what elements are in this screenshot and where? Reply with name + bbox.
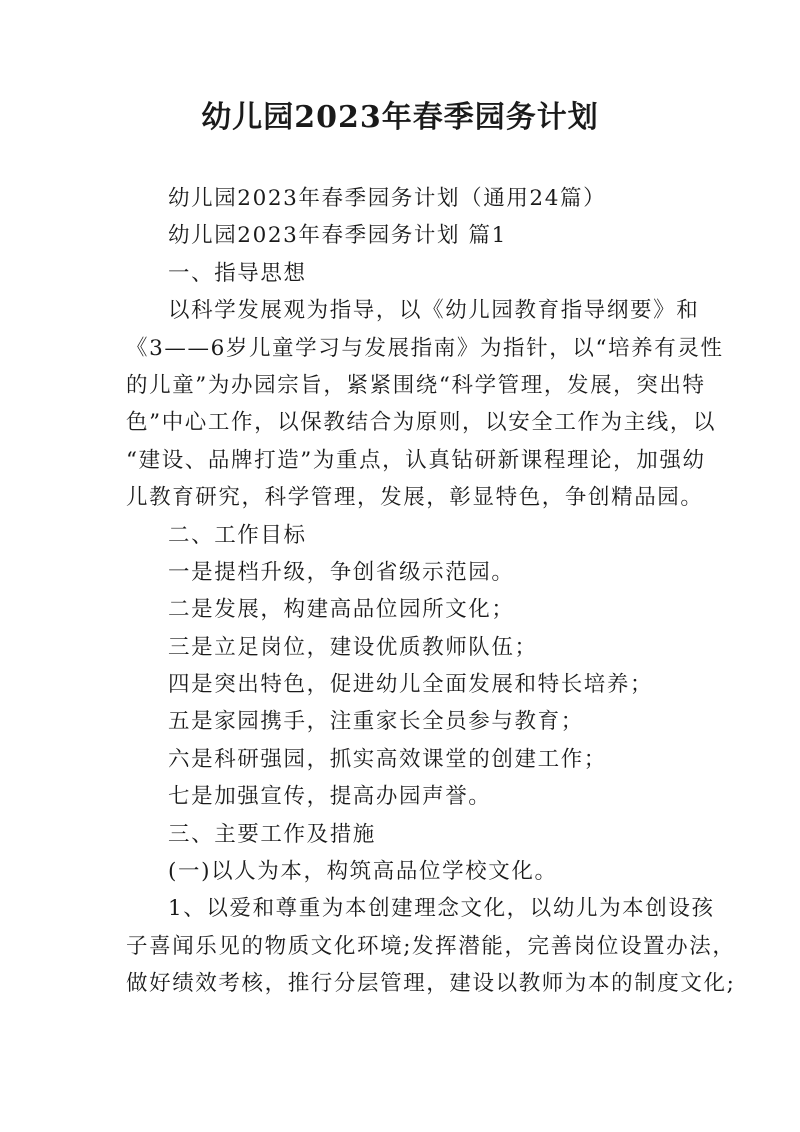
paragraph-line: 子喜闻乐见的物质文化环境;发挥潜能，完善岗位设置办法， — [126, 933, 736, 959]
paragraph-line: 儿教育研究，科学管理，发展，彰显特色，争创精品园。 — [126, 485, 704, 511]
document-body — [126, 180, 736, 1003]
goal-item: 五是家园携手，注重家长全员参与教育； — [168, 709, 584, 735]
paragraph-line: 《3——6岁儿童学习与发展指南》为指针，以“培养有灵性 — [126, 335, 724, 361]
section-title-line: 幼儿园2023年春季园务计划 篇1 — [168, 223, 507, 249]
paragraph-line: 以科学发展观为指导，以《幼儿园教育指导纲要》和 — [168, 298, 700, 324]
document-title: 幼儿园2023年春季园务计划 — [201, 100, 599, 135]
paragraph-line: 色”中心工作，以保教结合为原则，以安全工作为主线，以 — [126, 410, 717, 436]
goal-item: 七是加强宣传，提高办园声誉。 — [168, 784, 492, 810]
paragraph-line: 做好绩效考核，推行分层管理，建设以教师为本的制度文化; — [126, 971, 736, 997]
goal-item: 六是科研强园，抓实高效课堂的创建工作； — [168, 746, 607, 772]
paragraph-line: “建设、品牌打造”为重点，认真钻研新课程理论，加强幼 — [126, 447, 706, 473]
goal-item: 四是突出特色，促进幼儿全面发展和特长培养； — [168, 672, 654, 698]
heading-main-work: 三、主要工作及措施 — [168, 821, 376, 847]
paragraph-line: 的儿童”为办园宗旨，紧紧围绕“科学管理，发展，突出特 — [126, 372, 706, 398]
goal-item: 二是发展，构建高品位园所文化； — [168, 597, 515, 623]
heading-work-goals: 二、工作目标 — [168, 522, 307, 548]
goal-item: 三是立足岗位，建设优质教师队伍； — [168, 634, 538, 660]
goal-item: 一是提档升级，争创省级示范园。 — [168, 559, 515, 585]
paragraph-line: 1、以爱和尊重为本创建理念文化，以幼儿为本创设孩 — [168, 896, 715, 922]
heading-guiding-thought: 一、指导思想 — [168, 260, 307, 286]
subtitle-line: 幼儿园2023年春季园务计划（通用24篇） — [168, 186, 607, 211]
subheading-line: (一)以人为本，构筑高品位学校文化。 — [168, 859, 558, 885]
